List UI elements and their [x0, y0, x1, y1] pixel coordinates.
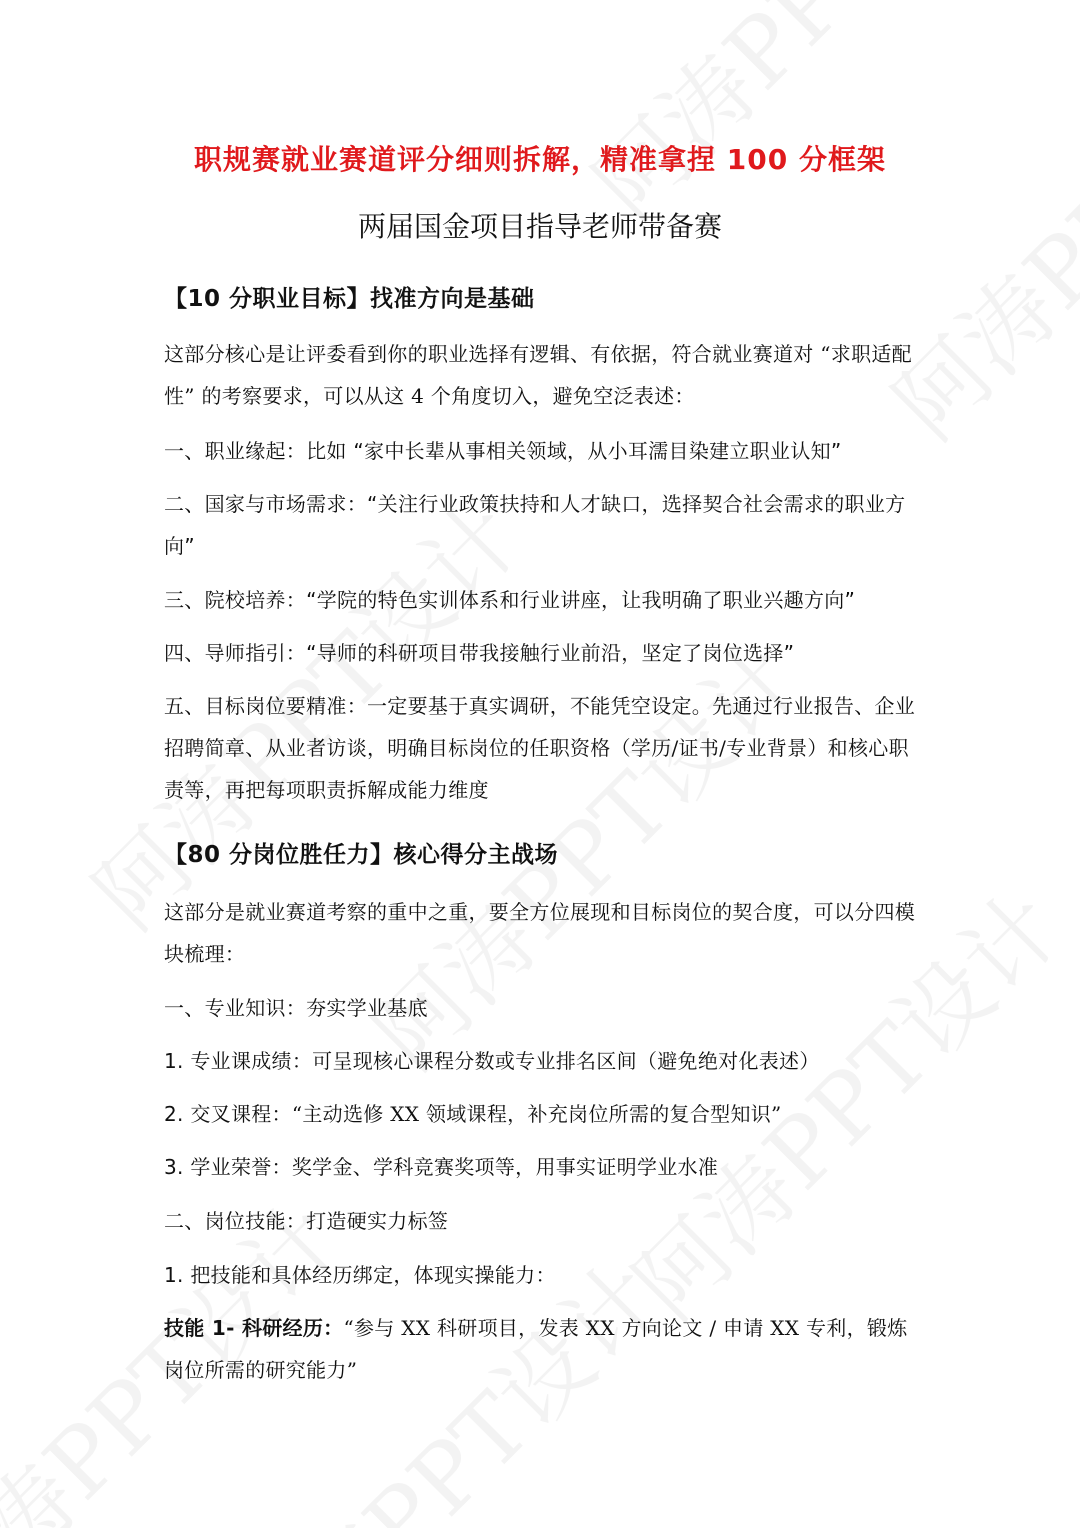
career-goal-item: 三、院校培养：“学院的特色实训体系和行业讲座，让我明确了职业兴趣方向” — [164, 588, 856, 612]
list-item — [164, 1040, 924, 1082]
item-body: “参与 XX 科研项目，发表 XX 方向论文 / 申请 XX 专利，锻炼岗位所需的研究能力” — [164, 1316, 908, 1382]
section-heading-career-goal: 【10 分职业目标】找准方向是基础 — [164, 286, 535, 312]
item-lead: 3. 学业荣誉： — [164, 1155, 292, 1179]
item-lead: 1. 专业课成绩： — [164, 1049, 313, 1073]
document-title: 职规赛就业赛道评分细则拆解，精准拿捏 100 分框架 — [194, 143, 886, 176]
item-body: 奖学金、学科竞赛奖项等，用事实证明学业水准 — [291, 1155, 719, 1179]
list-item — [164, 1093, 924, 1135]
section-heading-competency: 【80 分岗位胜任力】核心得分主战场 — [164, 842, 559, 868]
career-goal-item: 一、职业缘起：比如 “家中长辈从事相关领域，从小耳濡目染建立职业认知” — [164, 439, 842, 463]
list-item — [164, 1307, 924, 1391]
subsection-heading: 一、专业知识：夯实学业基底 — [164, 996, 428, 1020]
section-intro-paragraph: 这部分核心是让评委看到你的职业选择有逻辑、有依据，符合就业赛道对 “求职适配性” 的考察要求，可以从这 4 个角度切入，避免空泛表述： — [164, 342, 912, 408]
list-item — [164, 1146, 924, 1188]
career-goal-item: 四、导师指引：“导师的科研项目带我接触行业前沿，坚定了岗位选择” — [164, 641, 795, 665]
section-intro-paragraph: 这部分是就业赛道考察的重中之重，要全方位展现和目标岗位的契合度，可以分四模块梳理： — [164, 900, 916, 966]
item-body: 先通过行业报告、企业招聘简章、从业者访谈，明确目标岗位的任职资格（学历/证书/专业背景）和核心职责等，再把每项职责拆解成能力维度 — [164, 694, 916, 802]
item-lead: 五、目标岗位要精准：一定要基于真实调研，不能凭空设定。 — [164, 694, 713, 718]
item-lead: 2. 交叉课程： — [164, 1102, 292, 1126]
list-item: 1. 把技能和具体经历绑定，体现实操能力： — [164, 1263, 556, 1287]
career-goal-item: 二、国家与市场需求：“关注行业政策扶持和人才缺口，选择契合社会需求的职业方向” — [164, 492, 906, 558]
document-subtitle: 两届国金项目指导老师带备赛 — [357, 210, 722, 243]
subsection-heading: 二、岗位技能：打造硬实力标签 — [164, 1209, 449, 1233]
item-body: “主动选修 XX 领域课程，补充岗位所需的复合型知识” — [291, 1102, 782, 1126]
item-body: 可呈现核心课程分数或专业排名区间（避免绝对化表述） — [312, 1049, 820, 1073]
item-lead: 技能 1- 科研经历： — [164, 1316, 344, 1340]
career-goal-item-target — [164, 685, 924, 811]
